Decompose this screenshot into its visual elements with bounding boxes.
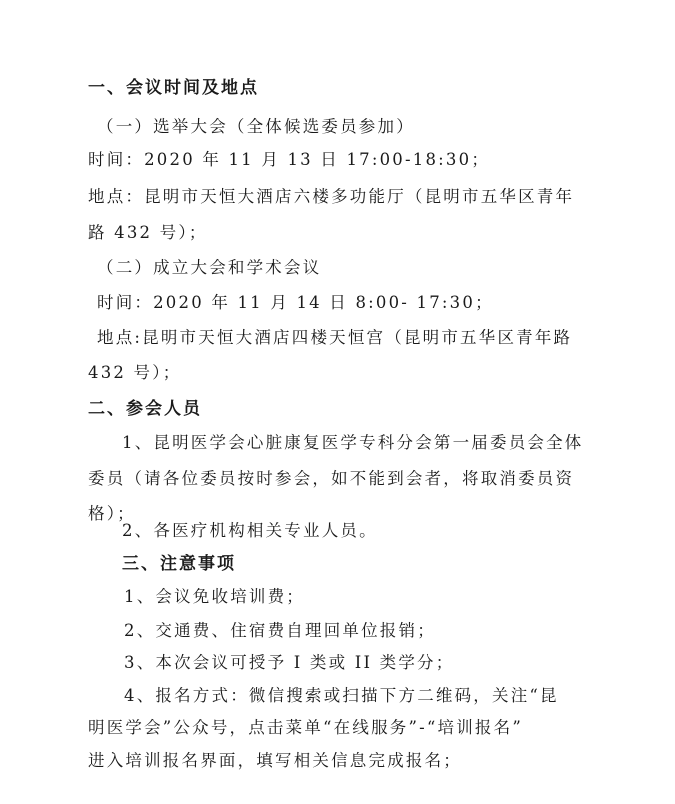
founding-location-text-cont: 432 号）；	[88, 363, 182, 382]
election-location-text-cont: 路 432 号）；	[88, 223, 208, 242]
note-item-2: 2、交通费、住宿费自理回单位报销；	[124, 621, 436, 640]
note-item-4: 4、报名方式：微信搜索或扫描下方二维码，关注“昆	[124, 686, 559, 705]
note-item-4-cont2: 进入培训报名界面，填写相关信息完成报名；	[88, 751, 462, 770]
section-heading-attendees: 二、参会人员	[88, 399, 202, 419]
attendee-item-2: 2、各医疗机构相关专业人员。	[122, 521, 378, 540]
founding-time-text: 时间：2020 年 11 月 14 日 8:00- 17:30；	[97, 293, 494, 312]
note-item-4-cont: 明医学会”公众号，点击菜单“在线服务”-“培训报名”	[88, 718, 523, 737]
subsection-election-meeting: （一）选举大会（全体候选委员参加）	[97, 117, 415, 136]
note-item-1: 1、会议免收培训费；	[124, 587, 305, 606]
attendee-item-1-cont: 委员（请各位委员按时参会，如不能到会者，将取消委员资	[88, 469, 575, 488]
section-heading-notes: 三、注意事项	[122, 554, 236, 574]
section-heading-meeting-time-place: 一、会议时间及地点	[88, 78, 259, 98]
founding-location-text: 地点:昆明市天恒大酒店四楼天恒宫（昆明市五华区青年路	[97, 328, 573, 347]
election-time-text: 时间：2020 年 11 月 13 日 17:00-18:30；	[88, 150, 491, 169]
attendee-item-1: 1、昆明医学会心脏康复医学专科分会第一届委员会全体	[122, 433, 584, 452]
attendee-item-1-cont2: 格）；	[88, 504, 136, 523]
election-location-text: 地点：昆明市天恒大酒店六楼多功能厅（昆明市五华区青年	[88, 187, 575, 206]
subsection-founding-meeting: （二）成立大会和学术会议	[97, 258, 322, 277]
note-item-3: 3、本次会议可授予 I 类或 II 类学分；	[124, 653, 455, 672]
